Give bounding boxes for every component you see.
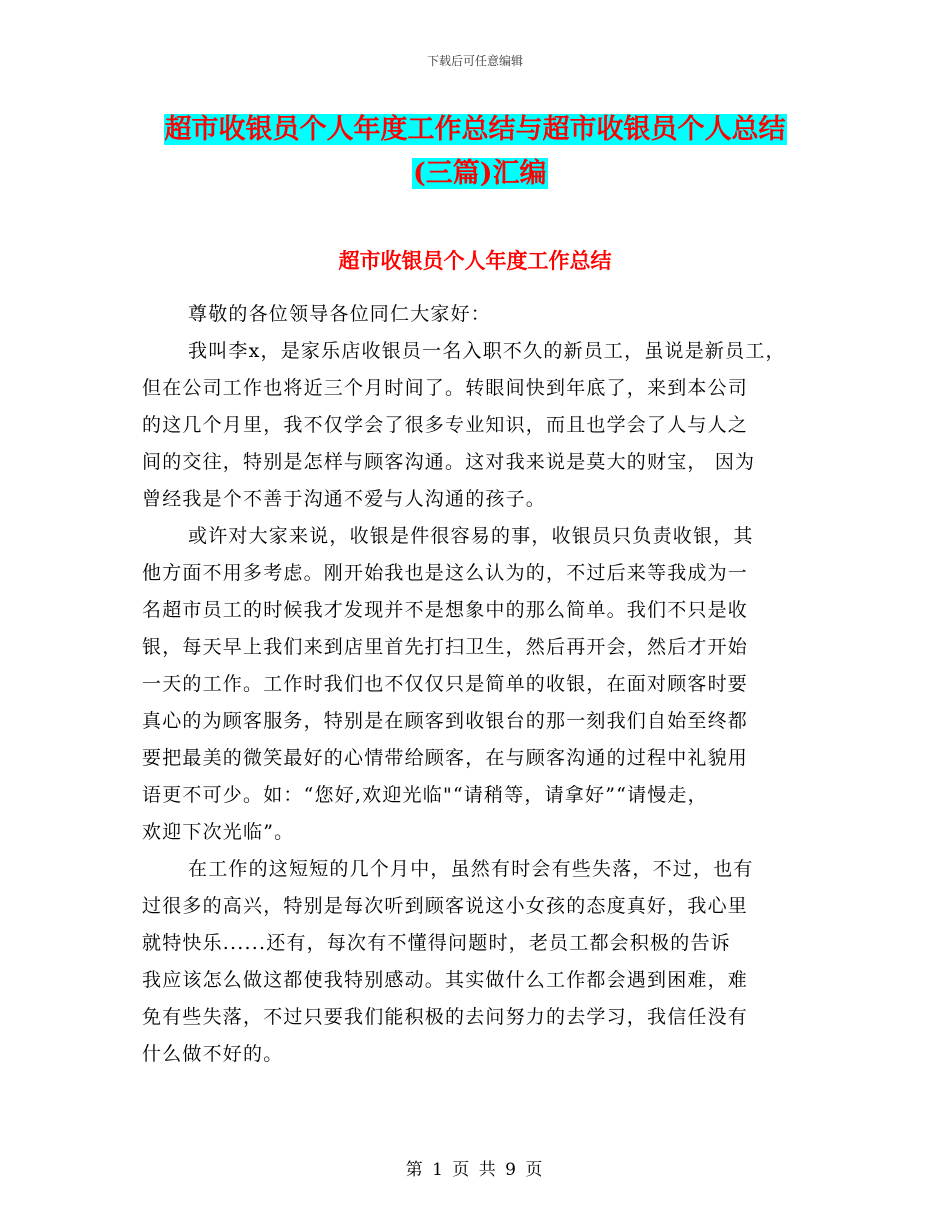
paragraph-line: 我应该怎么做这都使我特别感动。其实做什么工作都会遇到困难，难 <box>142 969 749 991</box>
paragraph-line: 就特快乐......还有，每次有不懂得问题时，老员工都会积极的告诉 <box>142 932 731 954</box>
paragraph-line: 银，每天早上我们来到店里首先打扫卫生，然后再开会，然后才开始 <box>142 636 749 658</box>
paragraph-line: 或许对大家来说，收银是件很容易的事，收银员只负责收银，其 <box>188 525 754 547</box>
paragraph-line: 我叫李x，是家乐店收银员一名入职不久的新员工，虽说是新员工， <box>188 340 786 362</box>
paragraph-line: 曾经我是个不善于沟通不爱与人沟通的孩子。 <box>142 488 547 510</box>
document-title-line-1 <box>0 110 950 150</box>
paragraph-line: 一天的工作。工作时我们也不仅仅只是简单的收银，在面对顾客时要 <box>142 673 749 695</box>
paragraph-line: 免有些失落，不过只要我们能积极的去问努力的去学习，我信任没有 <box>142 1006 749 1028</box>
document-title-text-1: 超市收银员个人年度工作总结与超市收银员个人总结 <box>164 114 786 145</box>
paragraph-line: 欢迎下次光临”。 <box>142 821 295 843</box>
paragraph-line: 但在公司工作也将近三个月时间了。转眼间快到年底了，来到本公司 <box>142 377 749 399</box>
paragraph-line: 在工作的这短短的几个月中，虽然有时会有些失落，不过，也有 <box>188 858 754 880</box>
paragraph-line: 什么做不好的。 <box>142 1043 284 1065</box>
greeting-line: 尊敬的各位领导各位同仁大家好： <box>188 303 492 325</box>
paragraph-line: 过很多的高兴，特别是每次听到顾客说这小女孩的态度真好，我心里 <box>142 895 749 917</box>
paragraph-line: 要把最美的微笑最好的心情带给顾客，在与顾客沟通的过程中礼貌用 <box>142 747 749 769</box>
header-note: 下载后可任意编辑 <box>426 54 523 68</box>
page-footer: 第 1 页 共 9 页 <box>405 1160 545 1180</box>
document-title-line-2 <box>0 154 950 194</box>
paragraph-line: 名超市员工的时候我才发现并不是想象中的那么简单。我们不只是收 <box>142 599 749 621</box>
paragraph-line: 语更不可少。如：“您好,欢迎光临"“请稍等，请拿好”“请慢走， <box>142 784 708 806</box>
paragraph-line: 间的交往，特别是怎样与顾客沟通。这对我来说是莫大的财宝， 因为 <box>142 451 756 473</box>
paragraph-line: 真心的为顾客服务，特别是在顾客到收银台的那一刻我们自始至终都 <box>142 710 749 732</box>
section-title: 超市收银员个人年度工作总结 <box>338 248 612 273</box>
document-title-text-2: (三篇)汇编 <box>413 158 547 189</box>
paragraph-line: 的这几个月里，我不仅学会了很多专业知识，而且也学会了人与人之 <box>142 414 749 436</box>
body-text <box>142 296 832 1073</box>
paragraph-line: 他方面不用多考虑。刚开始我也是这么认为的，不过后来等我成为一 <box>142 562 749 584</box>
